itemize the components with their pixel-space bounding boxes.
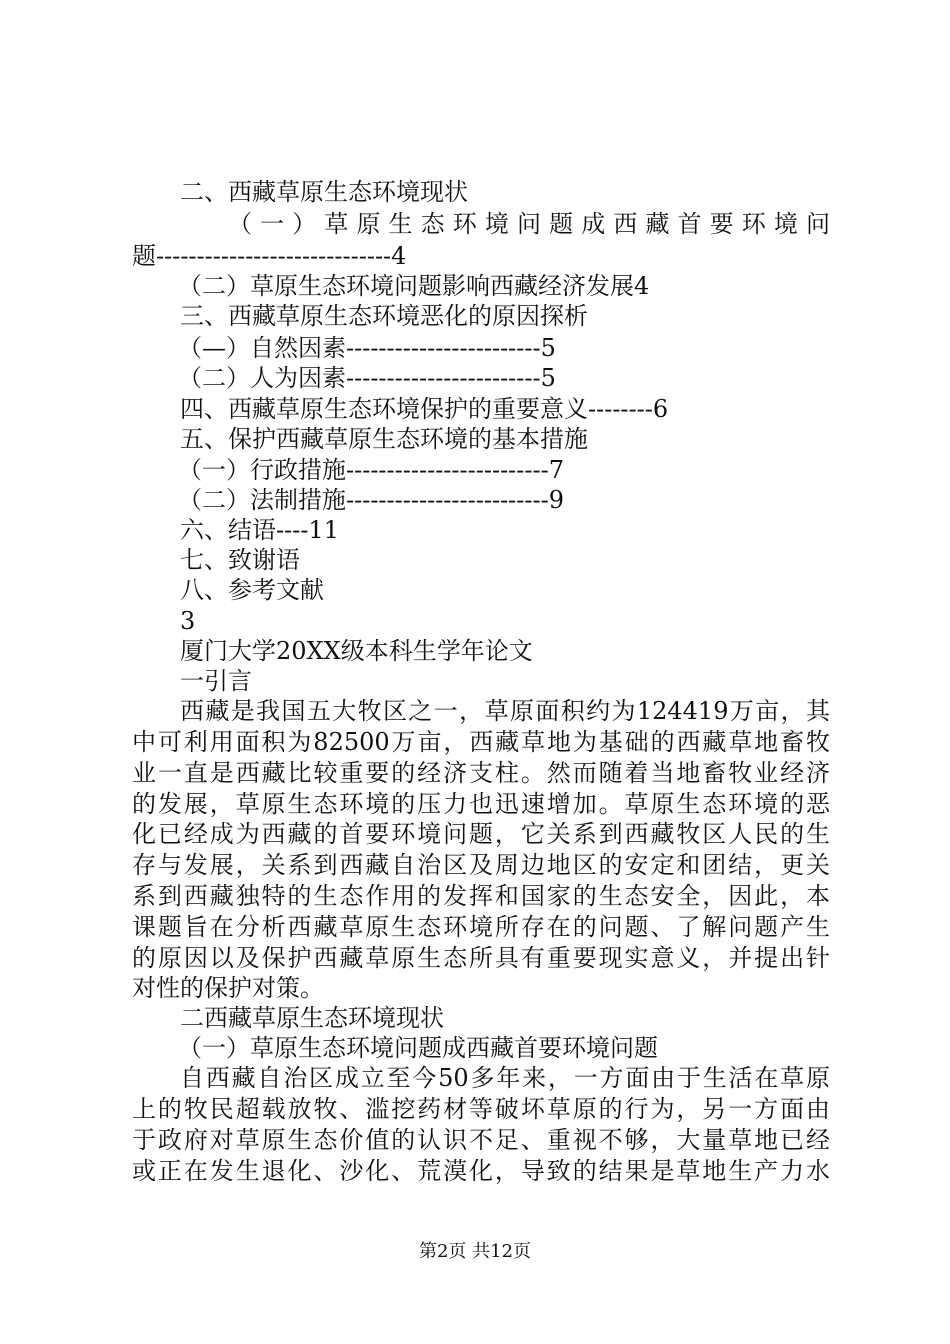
paper-header: 厦门大学20XX级本科生学年论文 [180,637,533,665]
subsection-heading-2-1: （一）草原生态环境问题成西藏首要环境问题 [178,1034,658,1062]
intro-line: 课题旨在分析西藏草原生态环境所存在的问题、了解问题产生 [132,913,830,941]
intro-line: 中可利用面积为82500万亩，西藏草地为基础的西藏草地畜牧 [132,728,830,756]
intro-line: 西藏是我国五大牧区之一，草原面积约为124419万亩，其 [180,697,830,725]
toc-item-2-2: （二）草原生态环境问题影响西藏经济发展4 [178,272,650,300]
body-line: 上的牧民超载放牧、滥挖药材等破坏草原的行为，另一方面由 [132,1095,830,1123]
toc-item-5-1: （一）行政措施-------------------------7 [178,456,565,484]
toc-item-2-1-cont: 题-----------------------------4 [132,242,407,270]
toc-item-2: 二、西藏草原生态环境现状 [180,178,468,206]
intro-line: 业一直是西藏比较重要的经济支柱。然而随着当地畜牧业经济 [132,759,830,787]
body-line: 于政府对草原生态价值的认识不足、重视不够，大量草地已经 [132,1126,830,1154]
toc-item-2-1: （一）草原生态环境问题成西藏首要环境问 [228,210,830,238]
page-footer: 第2页 共12页 [418,1241,532,1262]
toc-item-4: 四、西藏草原生态环境保护的重要意义--------6 [180,395,669,423]
intro-line-last: 对性的保护对策。 [132,974,324,1002]
toc-item-3: 三、西藏草原生态环境恶化的原因探析 [180,302,588,330]
toc-item-8: 八、参考文献 [180,576,324,604]
section-heading-2: 二西藏草原生态环境现状 [180,1004,444,1032]
intro-line: 系到西藏独特的生态作用的发挥和国家的生态安全，因此，本 [132,882,830,910]
toc-item-3-2: （二）人为因素------------------------5 [178,364,556,392]
intro-line: 的发展，草原生态环境的压力也迅速增加。草原生态环境的恶 [132,790,830,818]
intro-line: 的原因以及保护西藏草原生态所具有重要现实意义，并提出针 [132,944,830,972]
page-marker: 3 [180,607,196,635]
toc-item-7: 七、致谢语 [180,546,300,574]
body-line: 自西藏自治区成立至今50多年来，一方面由于生活在草原 [180,1064,830,1092]
toc-item-6: 六、结语----11 [180,516,339,544]
intro-line: 化已经成为西藏的首要环境问题，它关系到西藏牧区人民的生 [132,820,830,848]
section-heading-intro: 一引言 [180,667,252,695]
body-line: 或正在发生退化、沙化、荒漠化，导致的结果是草地生产力水 [132,1157,830,1185]
intro-line: 存与发展，关系到西藏自治区及周边地区的安定和团结，更关 [132,851,830,879]
toc-item-5-2: （二）法制措施-------------------------9 [178,486,565,514]
toc-item-5: 五、保护西藏草原生态环境的基本措施 [180,425,588,453]
toc-item-3-1: （—）自然因素------------------------5 [178,334,556,362]
